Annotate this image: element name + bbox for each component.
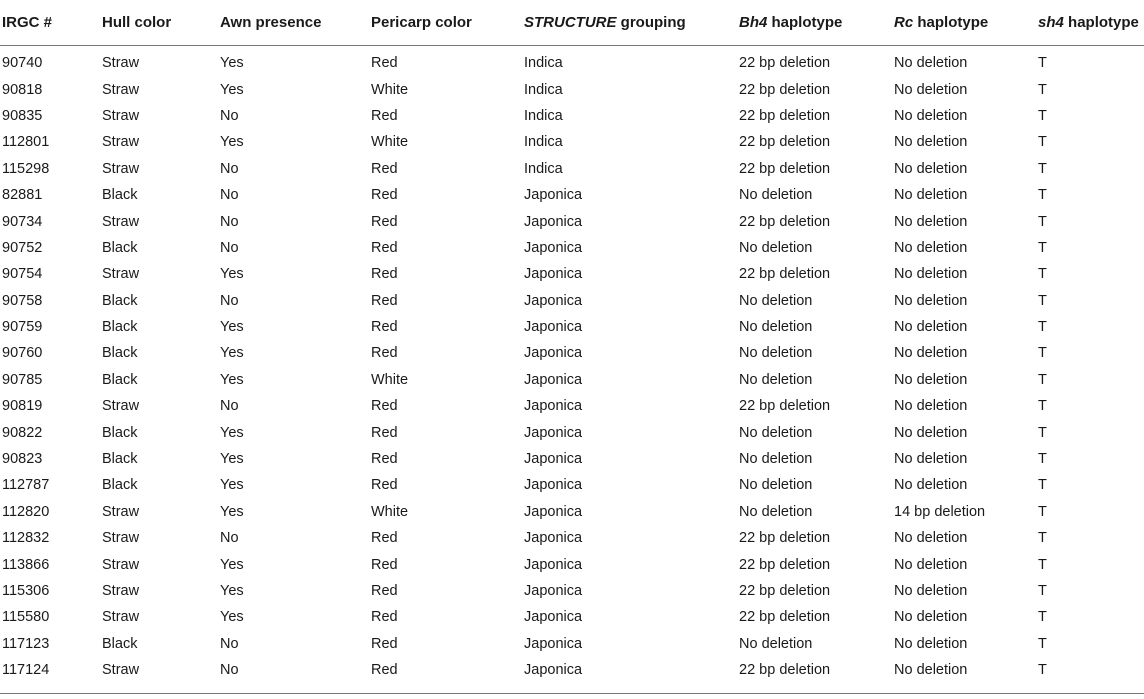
cell-bh4-haplotype: 22 bp deletion — [739, 55, 831, 72]
cell-sh4-haplotype: T — [1038, 556, 1047, 573]
cell-pericarp-color: Red — [371, 266, 398, 283]
cell-awn-presence: Yes — [220, 55, 244, 72]
table-row — [0, 288, 1144, 314]
cell-sh4-haplotype: T — [1038, 292, 1047, 309]
cell-bh4-haplotype: No deletion — [739, 345, 813, 362]
cell-rc-haplotype: No deletion — [894, 187, 968, 204]
cell-rc-haplotype: No deletion — [894, 345, 968, 362]
cell-bh4-haplotype: No deletion — [739, 319, 813, 336]
cell-irgc: 117124 — [2, 662, 50, 679]
cell-bh4-haplotype: 22 bp deletion — [739, 609, 831, 626]
cell-sh4-haplotype: T — [1038, 266, 1047, 283]
cell-irgc: 115580 — [2, 609, 50, 626]
cell-hull-color: Black — [102, 477, 138, 494]
cell-awn-presence: No — [220, 187, 239, 204]
cell-rc-haplotype: No deletion — [894, 266, 968, 283]
cell-bh4-haplotype: 22 bp deletion — [739, 662, 831, 679]
cell-irgc: 90819 — [2, 398, 43, 415]
table-row — [0, 551, 1144, 577]
cell-pericarp-color: Red — [371, 530, 398, 547]
cell-irgc: 90754 — [2, 266, 43, 283]
cell-structure-grouping: Japonica — [524, 583, 583, 599]
header-pericarp-color: Pericarp color — [369, 0, 522, 46]
cell-structure-grouping: Japonica — [524, 266, 583, 283]
cell-hull-color: Black — [102, 371, 138, 388]
cell-sh4-haplotype: T — [1038, 609, 1047, 626]
cell-awn-presence: Yes — [220, 451, 244, 468]
cell-hull-color: Black — [102, 187, 138, 204]
header-rc-haplotype — [892, 0, 1036, 46]
table-row — [0, 76, 1144, 102]
cell-bh4-haplotype: No deletion — [739, 292, 813, 309]
header-rc-italic: Rc — [894, 14, 914, 31]
table-row — [0, 393, 1144, 419]
cell-pericarp-color: Red — [371, 583, 398, 599]
cell-hull-color: Straw — [102, 556, 140, 573]
cell-irgc: 90785 — [2, 371, 43, 388]
cell-hull-color: Straw — [102, 134, 140, 151]
cell-pericarp-color: Red — [371, 556, 398, 573]
table-row — [0, 46, 1144, 77]
cell-bh4-haplotype: 22 bp deletion — [739, 556, 831, 573]
cell-pericarp-color: Red — [371, 160, 398, 177]
cell-rc-haplotype: No deletion — [894, 583, 968, 599]
header-sh4-italic: sh4 — [1038, 14, 1064, 31]
header-bh4-rest: haplotype — [767, 14, 843, 31]
cell-pericarp-color: Red — [371, 477, 398, 494]
cell-pericarp-color: White — [371, 134, 409, 151]
header-bh4-haplotype — [737, 0, 892, 46]
cell-structure-grouping: Japonica — [524, 371, 583, 388]
cell-sh4-haplotype: T — [1038, 187, 1047, 204]
cell-structure-grouping: Japonica — [524, 319, 583, 336]
cell-irgc: 117123 — [2, 635, 50, 652]
cell-rc-haplotype: No deletion — [894, 134, 968, 151]
cell-bh4-haplotype: No deletion — [739, 187, 813, 204]
table-row — [0, 182, 1144, 208]
cell-sh4-haplotype: T — [1038, 239, 1047, 256]
cell-irgc: 90822 — [2, 424, 43, 441]
cell-structure-grouping: Indica — [524, 134, 563, 151]
cell-awn-presence: Yes — [220, 81, 244, 98]
cell-bh4-haplotype: 22 bp deletion — [739, 160, 831, 177]
cell-hull-color: Straw — [102, 503, 140, 520]
cell-structure-grouping: Japonica — [524, 662, 583, 679]
header-awn-presence: Awn presence — [218, 0, 369, 46]
cell-irgc: 112820 — [2, 503, 50, 520]
cell-bh4-haplotype: No deletion — [739, 503, 813, 520]
table-row — [0, 657, 1144, 683]
cell-awn-presence: Yes — [220, 503, 244, 520]
cell-structure-grouping: Japonica — [524, 503, 583, 520]
cell-hull-color: Black — [102, 319, 138, 336]
header-row — [0, 0, 1144, 46]
cell-structure-grouping: Japonica — [524, 609, 583, 626]
cell-bh4-haplotype: No deletion — [739, 451, 813, 468]
cell-irgc: 112787 — [2, 477, 50, 494]
cell-rc-haplotype: No deletion — [894, 609, 968, 626]
header-structure-rest: grouping — [616, 14, 686, 31]
cell-awn-presence: Yes — [220, 424, 244, 441]
cell-hull-color: Straw — [102, 530, 140, 547]
table-row — [0, 129, 1144, 155]
cell-pericarp-color: White — [371, 81, 409, 98]
cell-rc-haplotype: No deletion — [894, 55, 968, 72]
cell-hull-color: Black — [102, 424, 138, 441]
cell-structure-grouping: Japonica — [524, 292, 583, 309]
cell-pericarp-color: Red — [371, 319, 398, 336]
cell-sh4-haplotype: T — [1038, 319, 1047, 336]
cell-sh4-haplotype: T — [1038, 107, 1047, 124]
cell-structure-grouping: Japonica — [524, 239, 583, 256]
cell-structure-grouping: Indica — [524, 107, 563, 124]
cell-rc-haplotype: No deletion — [894, 107, 968, 124]
cell-hull-color: Black — [102, 345, 138, 362]
cell-irgc: 82881 — [2, 187, 43, 204]
cell-irgc: 113866 — [2, 556, 50, 573]
cell-awn-presence: Yes — [220, 134, 244, 151]
table-row — [0, 525, 1144, 551]
cell-pericarp-color: Red — [371, 345, 398, 362]
cell-pericarp-color: Red — [371, 635, 398, 652]
table-body — [0, 46, 1144, 684]
cell-bh4-haplotype: 22 bp deletion — [739, 398, 831, 415]
cell-sh4-haplotype: T — [1038, 81, 1047, 98]
cell-sh4-haplotype: T — [1038, 424, 1047, 441]
cell-rc-haplotype: No deletion — [894, 371, 968, 388]
table-header — [0, 0, 1144, 46]
header-sh4-haplotype — [1036, 0, 1144, 46]
cell-awn-presence: No — [220, 213, 239, 230]
cell-pericarp-color: Red — [371, 451, 398, 468]
cell-irgc: 90818 — [2, 81, 43, 98]
cell-hull-color: Straw — [102, 213, 140, 230]
cell-awn-presence: Yes — [220, 319, 244, 336]
table-row — [0, 367, 1144, 393]
cell-bh4-haplotype: No deletion — [739, 635, 813, 652]
cell-irgc: 90835 — [2, 107, 43, 124]
header-structure-italic: STRUCTURE — [524, 14, 617, 31]
cell-pericarp-color: White — [371, 371, 409, 388]
cell-awn-presence: No — [220, 530, 239, 547]
cell-sh4-haplotype: T — [1038, 503, 1047, 520]
cell-bh4-haplotype: No deletion — [739, 477, 813, 494]
cell-sh4-haplotype: T — [1038, 371, 1047, 388]
cell-hull-color: Straw — [102, 662, 140, 679]
cell-awn-presence: No — [220, 635, 239, 652]
table-row — [0, 578, 1144, 604]
cell-hull-color: Straw — [102, 398, 140, 415]
cell-bh4-haplotype: 22 bp deletion — [739, 81, 831, 98]
cell-pericarp-color: Red — [371, 609, 398, 626]
cell-sh4-haplotype: T — [1038, 213, 1047, 230]
cell-hull-color: Straw — [102, 81, 140, 98]
cell-hull-color: Straw — [102, 107, 140, 124]
cell-awn-presence: Yes — [220, 345, 244, 362]
cell-rc-haplotype: No deletion — [894, 477, 968, 494]
table-row — [0, 472, 1144, 498]
table-bottom-rule — [0, 693, 1144, 694]
cell-irgc: 90752 — [2, 239, 43, 256]
cell-structure-grouping: Japonica — [524, 635, 583, 652]
header-bh4-italic: Bh4 — [739, 14, 768, 31]
header-rc-rest: haplotype — [913, 14, 989, 31]
cell-irgc: 115306 — [2, 583, 50, 599]
cell-hull-color: Black — [102, 635, 138, 652]
cell-awn-presence: Yes — [220, 583, 244, 599]
cell-bh4-haplotype: 22 bp deletion — [739, 134, 831, 151]
cell-hull-color: Straw — [102, 160, 140, 177]
cell-irgc: 112832 — [2, 530, 50, 547]
cell-awn-presence: No — [220, 292, 239, 309]
table-row — [0, 340, 1144, 366]
cell-sh4-haplotype: T — [1038, 345, 1047, 362]
table-row — [0, 499, 1144, 525]
cell-structure-grouping: Japonica — [524, 530, 583, 547]
cell-sh4-haplotype: T — [1038, 451, 1047, 468]
cell-irgc: 112801 — [2, 134, 50, 151]
cell-pericarp-color: Red — [371, 55, 398, 72]
cell-sh4-haplotype: T — [1038, 530, 1047, 547]
table-row — [0, 446, 1144, 472]
header-structure-grouping — [522, 0, 737, 46]
cell-awn-presence: Yes — [220, 266, 244, 283]
cell-rc-haplotype: No deletion — [894, 160, 968, 177]
cell-hull-color: Black — [102, 239, 138, 256]
table-row — [0, 261, 1144, 287]
cell-structure-grouping: Japonica — [524, 477, 583, 494]
cell-rc-haplotype: No deletion — [894, 635, 968, 652]
cell-rc-haplotype: No deletion — [894, 319, 968, 336]
cell-sh4-haplotype: T — [1038, 477, 1047, 494]
cell-sh4-haplotype: T — [1038, 398, 1047, 415]
cell-bh4-haplotype: No deletion — [739, 371, 813, 388]
table-row — [0, 419, 1144, 445]
cell-irgc: 115298 — [2, 160, 50, 177]
cell-hull-color: Straw — [102, 55, 140, 72]
table-row — [0, 208, 1144, 234]
cell-awn-presence: Yes — [220, 371, 244, 388]
cell-rc-haplotype: No deletion — [894, 213, 968, 230]
cell-irgc: 90823 — [2, 451, 43, 468]
cell-bh4-haplotype: 22 bp deletion — [739, 107, 831, 124]
cell-rc-haplotype: 14 bp deletion — [894, 503, 986, 520]
cell-sh4-haplotype: T — [1038, 635, 1047, 652]
table-row — [0, 604, 1144, 630]
cell-pericarp-color: Red — [371, 424, 398, 441]
table-row — [0, 631, 1144, 657]
cell-sh4-haplotype: T — [1038, 662, 1047, 679]
cell-sh4-haplotype: T — [1038, 583, 1047, 599]
cell-bh4-haplotype: No deletion — [739, 424, 813, 441]
cell-irgc: 90758 — [2, 292, 43, 309]
cell-hull-color: Black — [102, 451, 138, 468]
cell-sh4-haplotype: T — [1038, 160, 1047, 177]
cell-structure-grouping: Indica — [524, 160, 563, 177]
cell-structure-grouping: Japonica — [524, 451, 583, 468]
table-row — [0, 103, 1144, 129]
cell-rc-haplotype: No deletion — [894, 398, 968, 415]
cell-hull-color: Straw — [102, 266, 140, 283]
header-irgc: IRGC # — [0, 0, 100, 46]
cell-awn-presence: No — [220, 160, 239, 177]
cell-awn-presence: Yes — [220, 556, 244, 573]
cell-structure-grouping: Japonica — [524, 213, 583, 230]
cell-awn-presence: No — [220, 239, 239, 256]
header-hull-color: Hull color — [100, 0, 218, 46]
cell-structure-grouping: Indica — [524, 55, 563, 72]
cell-rc-haplotype: No deletion — [894, 81, 968, 98]
cell-rc-haplotype: No deletion — [894, 239, 968, 256]
cell-awn-presence: No — [220, 662, 239, 679]
cell-sh4-haplotype: T — [1038, 134, 1047, 151]
cell-irgc: 90740 — [2, 55, 43, 72]
cell-rc-haplotype: No deletion — [894, 662, 968, 679]
cell-structure-grouping: Japonica — [524, 345, 583, 362]
cell-bh4-haplotype: 22 bp deletion — [739, 583, 831, 599]
cell-bh4-haplotype: 22 bp deletion — [739, 266, 831, 283]
table-row — [0, 314, 1144, 340]
cell-rc-haplotype: No deletion — [894, 451, 968, 468]
cell-pericarp-color: White — [371, 503, 409, 520]
table-row — [0, 156, 1144, 182]
cell-pericarp-color: Red — [371, 187, 398, 204]
cell-rc-haplotype: No deletion — [894, 556, 968, 573]
cell-structure-grouping: Japonica — [524, 424, 583, 441]
cell-hull-color: Black — [102, 292, 138, 309]
cell-pericarp-color: Red — [371, 398, 398, 415]
cell-hull-color: Straw — [102, 609, 140, 626]
cell-pericarp-color: Red — [371, 107, 398, 124]
cell-awn-presence: Yes — [220, 477, 244, 494]
cell-structure-grouping: Japonica — [524, 556, 583, 573]
cell-bh4-haplotype: 22 bp deletion — [739, 213, 831, 230]
cell-irgc: 90734 — [2, 213, 43, 230]
cell-pericarp-color: Red — [371, 662, 398, 679]
cell-structure-grouping: Indica — [524, 81, 563, 98]
cell-awn-presence: No — [220, 398, 239, 415]
cell-rc-haplotype: No deletion — [894, 530, 968, 547]
header-sh4-rest: haplotype — [1063, 14, 1139, 31]
cell-awn-presence: No — [220, 107, 239, 124]
cell-bh4-haplotype: 22 bp deletion — [739, 530, 831, 547]
cell-pericarp-color: Red — [371, 239, 398, 256]
cell-structure-grouping: Japonica — [524, 187, 583, 204]
cell-hull-color: Straw — [102, 583, 140, 599]
cell-awn-presence: Yes — [220, 609, 244, 626]
cell-rc-haplotype: No deletion — [894, 292, 968, 309]
cell-pericarp-color: Red — [371, 292, 398, 309]
cell-irgc: 90759 — [2, 319, 43, 336]
cell-structure-grouping: Japonica — [524, 398, 583, 415]
cell-rc-haplotype: No deletion — [894, 424, 968, 441]
table-row — [0, 235, 1144, 261]
cell-pericarp-color: Red — [371, 213, 398, 230]
cell-irgc: 90760 — [2, 345, 43, 362]
cell-bh4-haplotype: No deletion — [739, 239, 813, 256]
cell-sh4-haplotype: T — [1038, 55, 1047, 72]
